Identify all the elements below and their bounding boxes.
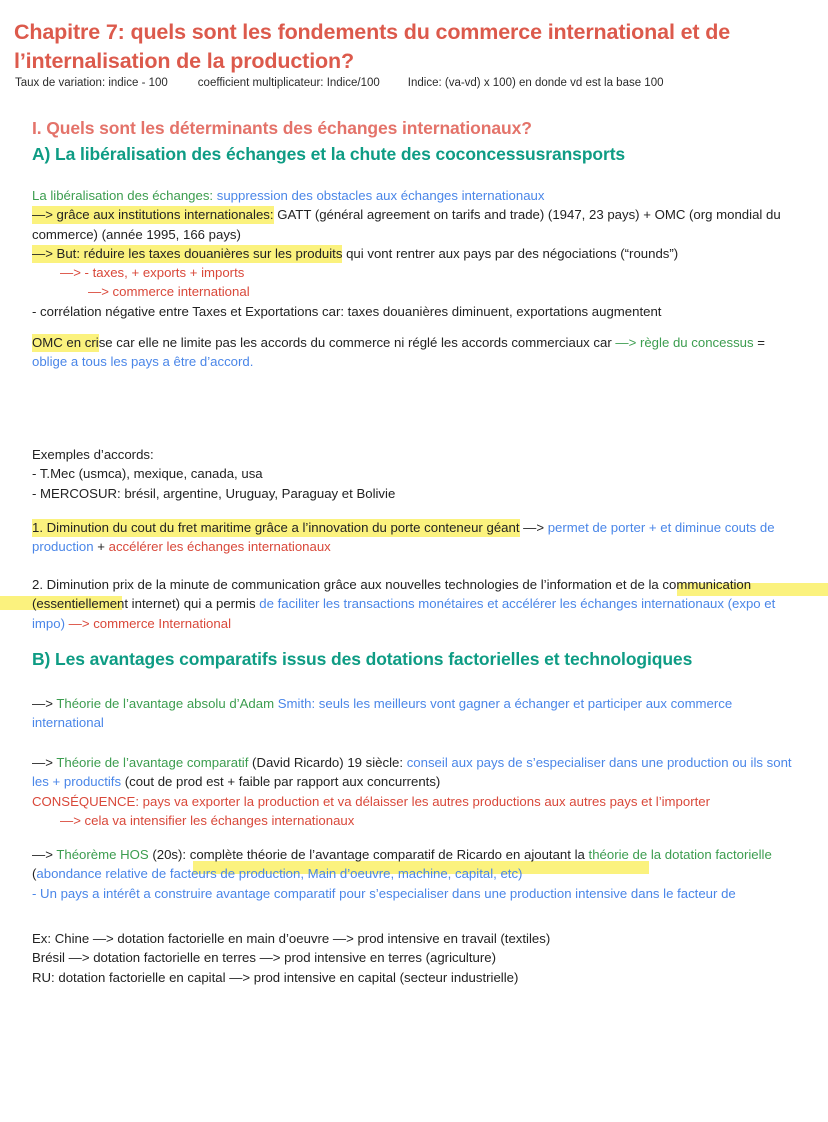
text-correlation-negative: - corrélation négative entre Taxes et Exportations car: taxes douanières diminuent, exportations augmentent bbox=[32, 303, 662, 319]
text-arrow-hos: —> bbox=[32, 847, 57, 862]
line-tmec bbox=[32, 464, 792, 483]
text-smith-explanation: Smith: seuls les meilleurs vont gagner a échanger et participer aux commerce international bbox=[32, 696, 733, 731]
text-accord-mercosur: - MERCOSUR: brésil, argentine, Uruguay, Paraguay et Bolivie bbox=[32, 485, 396, 501]
paragraph-exemples-accords bbox=[32, 445, 792, 503]
text-taxes-exports-imports: —> - taxes, + exports + imports bbox=[60, 265, 245, 281]
formula-coefficient-multiplicateur: coefficient multiplicateur: Indice/100 bbox=[197, 77, 380, 89]
text-example-bresil: Brésil —> dotation factorielle en terres —> prod intensive en terres (agriculture) bbox=[32, 950, 496, 966]
formula-indice: Indice: (va-vd) x 100) en donde vd est la base 100 bbox=[407, 77, 664, 89]
text-open-paren: ( bbox=[32, 866, 37, 882]
paragraph-ricardo bbox=[32, 753, 794, 830]
paragraph-liberalisation bbox=[32, 186, 792, 321]
highlight-but-reduire-taxes: —> But: réduire les taxes douanières sur les produits bbox=[32, 245, 343, 261]
highlight-point-1-fret-maritime: 1. Diminution du cout du fret maritime grâce a l’innovation du porte conteneur géant bbox=[32, 520, 520, 535]
text-un-pays-a-interet: - Un pays a intérêt a construire avantage comparatif pour s’especialiser dans une production intensive dans le facteur de bbox=[32, 885, 736, 901]
text-arrow-point-1: —> bbox=[519, 520, 548, 535]
heading-section-b: B) Les avantages comparatifs issus des dotations factorielles et technologiques bbox=[32, 649, 693, 669]
text-liberalisation-definition: suppression des obstacles aux échanges internationaux bbox=[213, 188, 545, 203]
paragraph-omc-crise bbox=[32, 333, 792, 372]
heading-section-a: A) La libéralisation des échanges et la chute des coconcessusransports bbox=[32, 144, 626, 164]
text-equals: = bbox=[753, 335, 765, 350]
text-theorie-dotation-factorielle: théorie de la dotation factorielle bbox=[588, 847, 772, 862]
text-theoreme-hos: Théorème HOS bbox=[56, 847, 149, 862]
paragraph-examples-pays bbox=[32, 929, 794, 987]
line-hos-theory bbox=[32, 845, 794, 884]
line-taxes-exports-imports bbox=[32, 263, 792, 282]
text-regle-concessus: —> règle du concessus bbox=[615, 335, 754, 350]
text-exemples-accords-label: Exemples d’accords: bbox=[32, 447, 154, 462]
line-definition-liberalisation bbox=[32, 186, 792, 205]
line-mercosur bbox=[32, 484, 792, 503]
text-gatt-omc: GATT (général agreement on tarifs and trade) (1947, 23 pays) + OMC (org mondial du commerce) (année 1995, 166 pays) bbox=[32, 207, 781, 242]
formula-taux-variation: Taux de variation: indice - 100 bbox=[15, 77, 168, 89]
text-abondance-relative: abondance relative de facteurs de production, Main d’oeuvre, machine, capital, etc) bbox=[36, 866, 523, 882]
highlight-omc-en-crise: OMC en cri bbox=[32, 335, 99, 350]
paragraph-point-2 bbox=[32, 575, 794, 633]
line-institutions bbox=[32, 205, 792, 244]
text-permet-porter: permet de porter + et diminue couts de production bbox=[32, 520, 775, 555]
heading-section-i: I. Quels sont les déterminants des échanges internationaux? bbox=[32, 118, 532, 138]
text-example-chine: Ex: Chine —> dotation factorielle en main d’oeuvre —> prod intensive en travail (textiles) bbox=[32, 931, 551, 946]
highlight-institutions-internationales: —> grâce aux institutions internationales: bbox=[32, 207, 274, 223]
paragraph-theoreme-hos bbox=[32, 845, 794, 903]
text-arrow-smith: —> bbox=[32, 696, 57, 711]
line-exemples-label bbox=[32, 445, 792, 464]
line-correlation-negative bbox=[32, 302, 792, 321]
text-conseil-specialiser: conseil aux pays de s’especialiser dans une production ou ils sont les + productifs bbox=[32, 755, 792, 790]
text-david-ricardo-19-siecle: (David Ricardo) 19 siècle: bbox=[248, 755, 407, 770]
text-point-2-intro: 2. Diminution prix de la minute de communication grâce aux nouvelles technologies de l’information et de la communication (essentiellement internet) qui a permis bbox=[32, 577, 752, 612]
text-arrow-ricardo: —> bbox=[32, 755, 57, 770]
page-title: Chapitre 7: quels sont les fondements du commerce international et de l’internalisation de la production? bbox=[14, 20, 731, 73]
text-accelerer-echanges: accélérer les échanges internationaux bbox=[108, 539, 331, 555]
text-plus-sign: + bbox=[93, 539, 109, 555]
text-faciliter-transactions: de faciliter les transactions monétaires et accélérer les échanges internationaux (expo et impo) bbox=[32, 596, 776, 631]
line-example-bresil bbox=[32, 948, 794, 967]
text-theorie-avantage-comparatif: Théorie de l’avantage comparatif bbox=[56, 755, 249, 770]
text-consequence: CONSÉQUENCE: pays va exporter la production et va délaisser les autres productions aux autres pays et l’importer bbox=[32, 793, 710, 809]
line-consequence bbox=[32, 792, 794, 811]
paragraph-point-1 bbox=[32, 518, 794, 557]
text-theorie-avantage-absolu: Théorie de l’avantage absolu d’Adam bbox=[56, 696, 275, 711]
line-but-taxes bbox=[32, 244, 792, 263]
text-accord-tmec: - T.Mec (usmca), mexique, canada, usa bbox=[32, 466, 263, 482]
text-omc-limite: se car elle ne limite pas les accords du commerce ni réglé les accords commerciaux car bbox=[98, 335, 616, 350]
text-cout-prod-faible: (cout de prod est + faible par rapport aux concurrents) bbox=[121, 774, 441, 790]
text-hos-complement: (20s): complète théorie de l’avantage comparatif de Ricardo en ajoutant la bbox=[148, 847, 589, 862]
line-example-chine bbox=[32, 929, 794, 948]
line-ricardo-theory bbox=[32, 753, 794, 792]
text-cela-va-intensifier: —> cela va intensifier les échanges internationaux bbox=[60, 812, 355, 828]
line-un-pays-interet bbox=[32, 884, 794, 903]
text-example-ru: RU: dotation factorielle en capital —> prod intensive en capital (secteur industrielle) bbox=[32, 969, 519, 985]
formula-row bbox=[15, 76, 815, 91]
text-commerce-international: —> commerce international bbox=[88, 284, 250, 300]
line-commerce-international bbox=[32, 282, 792, 301]
text-liberalisation-term: La libéralisation des échanges: bbox=[32, 188, 214, 203]
line-example-ru bbox=[32, 968, 794, 987]
text-oblige-accord: oblige a tous les pays a être d’accord. bbox=[32, 354, 254, 370]
line-intensifier-echanges bbox=[32, 811, 794, 830]
paragraph-adam-smith bbox=[32, 694, 794, 733]
text-commerce-international-2: —> commerce International bbox=[68, 615, 231, 631]
text-negociations-rounds: qui vont rentrer aux pays par des négociations (“rounds”) bbox=[342, 245, 679, 261]
